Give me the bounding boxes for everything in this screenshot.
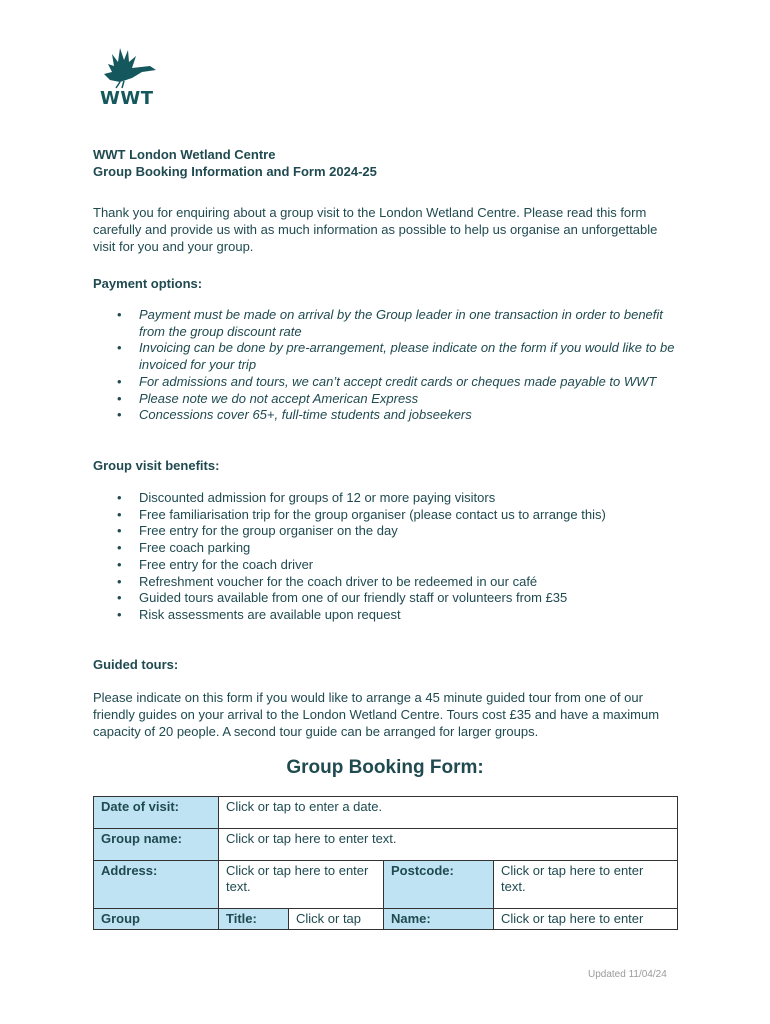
bullet-icon: • bbox=[117, 390, 122, 406]
date-of-visit-field[interactable]: Click or tap to enter a date. bbox=[219, 797, 678, 829]
list-item: • Free coach parking bbox=[117, 540, 251, 556]
heading-line-2: Group Booking Information and Form 2024-25 bbox=[93, 164, 377, 179]
name-field[interactable]: Click or tap here to enter bbox=[494, 909, 678, 930]
table-row bbox=[94, 861, 678, 909]
updated-date: Updated 11/04/24 bbox=[588, 969, 667, 980]
guided-tours-title: Guided tours: bbox=[93, 657, 179, 672]
list-item: • Payment must be made on arrival by the Group leader in one transaction in order to benefit from the group discount rate bbox=[117, 307, 663, 339]
postcode-field[interactable]: Click or tap here to enter text. bbox=[494, 861, 678, 909]
intro-paragraph: Thank you for enquiring about a group visit to the London Wetland Centre. Please read this form carefully and provide us with as much information as possible to help us organise an unforgettable visit for you and your group. bbox=[93, 205, 658, 254]
bullet-icon: • bbox=[117, 340, 122, 356]
payment-options-list bbox=[93, 307, 683, 424]
title-field[interactable]: Click or tap bbox=[289, 909, 384, 930]
table-row bbox=[94, 909, 678, 930]
postcode-label: Postcode: bbox=[384, 861, 494, 909]
list-item: • Discounted admission for groups of 12 or more paying visitors bbox=[117, 490, 496, 505]
name-label: Name: bbox=[384, 909, 494, 930]
address-label: Address: bbox=[94, 861, 219, 909]
address-field[interactable]: Click or tap here to enter text. bbox=[219, 861, 384, 909]
bullet-icon: • bbox=[117, 540, 122, 556]
list-item: • Guided tours available from one of our friendly staff or volunteers from £35 bbox=[117, 590, 568, 606]
group-name-label: Group name: bbox=[94, 829, 219, 861]
bullet-icon: • bbox=[117, 490, 122, 505]
list-item: • Risk assessments are available upon request bbox=[117, 606, 401, 622]
bullet-icon: • bbox=[117, 606, 122, 622]
guided-tours-paragraph: Please indicate on this form if you would like to arrange a 45 minute guided tour from one of our friendly guides on your arrival to the London Wetland Centre. Tours cost £35 and have a maximum capacity of 20 people. A second tour guide can be arranged for larger groups. bbox=[93, 690, 660, 739]
document-heading bbox=[93, 146, 377, 180]
group-leader-label: Group bbox=[94, 909, 219, 930]
booking-form-title: Group Booking Form: bbox=[286, 757, 484, 778]
heading-line-1: WWT London Wetland Centre bbox=[93, 147, 276, 162]
table-row bbox=[94, 797, 678, 829]
list-item: • Invoicing can be done by pre-arrangement, please indicate on the form if you would like to be invoiced for your trip bbox=[117, 340, 675, 373]
title-label: Title: bbox=[219, 909, 289, 930]
list-item: • Concessions cover 65+, full-time students and jobseekers bbox=[117, 407, 472, 423]
bullet-icon: • bbox=[117, 373, 122, 389]
bullet-icon: • bbox=[117, 523, 122, 539]
list-item: • Free familiarisation trip for the group organiser (please contact us to arrange this) bbox=[117, 506, 606, 522]
payment-options-title: Payment options: bbox=[93, 276, 203, 291]
group-name-field[interactable]: Click or tap here to enter text. bbox=[219, 829, 678, 861]
list-item: • Free entry for the coach driver bbox=[117, 556, 314, 572]
bullet-icon: • bbox=[117, 573, 122, 589]
table-row bbox=[94, 829, 678, 861]
bullet-icon: • bbox=[117, 407, 122, 423]
bullet-icon: • bbox=[117, 556, 122, 572]
logo-text: WWT bbox=[100, 88, 154, 109]
list-item: • For admissions and tours, we can’t accept credit cards or cheques made payable to WWT bbox=[117, 373, 657, 389]
list-item: • Refreshment voucher for the coach driver to be redeemed in our café bbox=[117, 573, 538, 589]
bullet-icon: • bbox=[117, 307, 122, 322]
group-benefits-title: Group visit benefits: bbox=[93, 458, 220, 473]
date-of-visit-label: Date of visit: bbox=[94, 797, 219, 829]
bullet-icon: • bbox=[117, 506, 122, 522]
crane-icon bbox=[98, 46, 160, 90]
list-item: • Free entry for the group organiser on the day bbox=[117, 523, 398, 539]
bullet-icon: • bbox=[117, 590, 122, 606]
list-item: • Please note we do not accept American Express bbox=[117, 390, 419, 406]
group-benefits-list bbox=[93, 490, 683, 624]
booking-form-table bbox=[93, 796, 678, 930]
